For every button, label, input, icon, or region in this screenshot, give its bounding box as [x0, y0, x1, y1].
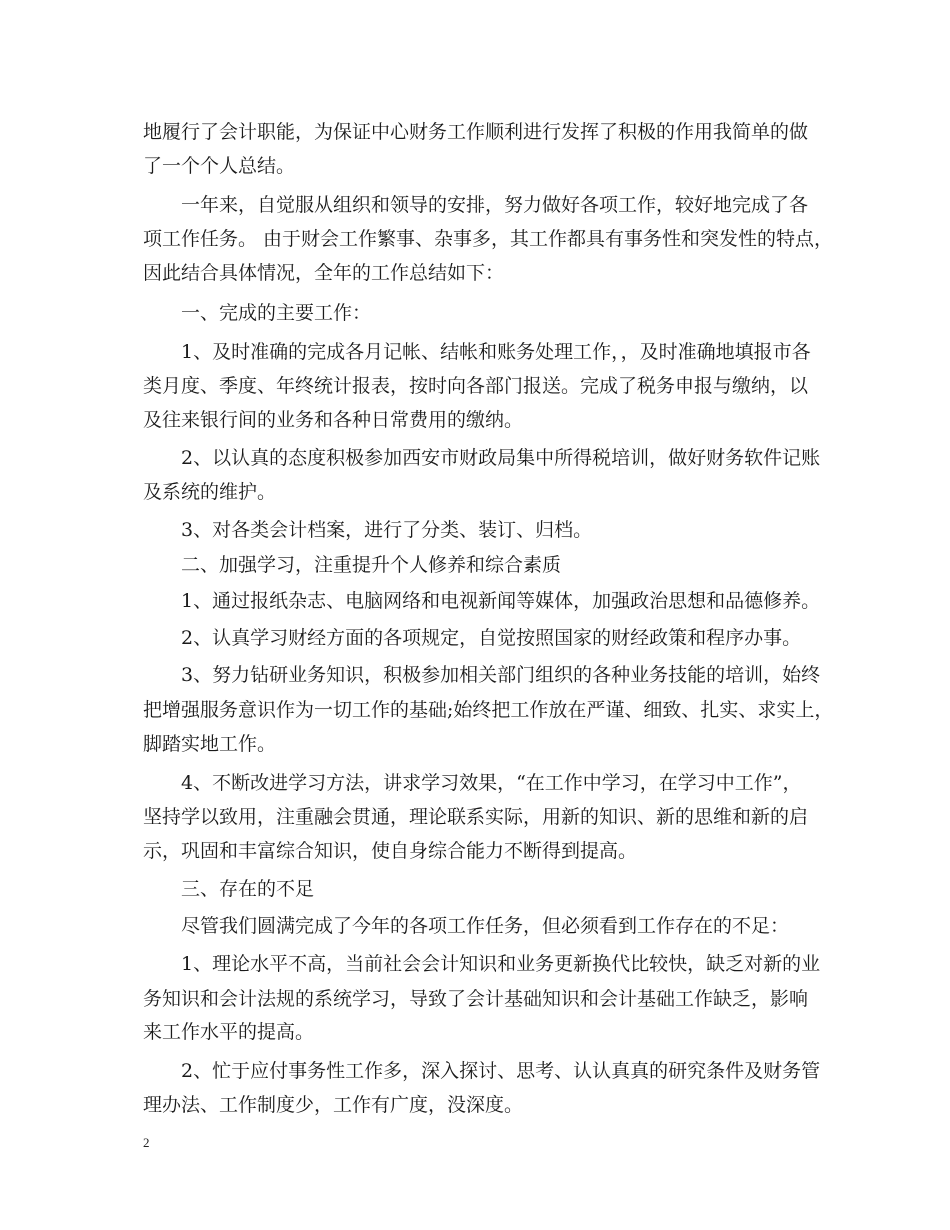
- text-line: 一年来，自觉服从组织和领导的安排，努力做好各项工作，较好地完成了各: [181, 194, 809, 216]
- text-line: 1、理论水平不高，当前社会会计知识和业务更新换代比较快，缺乏对新的业: [181, 953, 821, 975]
- text-line: 3、对各类会计档案，进行了分类、装订、归档。: [181, 519, 593, 541]
- text-line: 及系统的维护。: [143, 481, 277, 503]
- text-line: 项工作任务。 由于财会工作繁事、杂事多，其工作都具有事务性和突发性的特点，: [143, 228, 834, 250]
- text-line: 1、通过报纸杂志、电脑网络和电视新闻等媒体，加强政治思想和品德修养。: [181, 590, 821, 612]
- text-line: 来工作水平的提高。: [143, 1021, 315, 1043]
- text-line: 务知识和会计法规的系统学习，导致了会计基础知识和会计基础工作缺乏，影响: [143, 988, 809, 1010]
- page-number: 2: [143, 1135, 150, 1150]
- text-line: 三、存在的不足: [181, 878, 315, 900]
- text-line: 2、忙于应付事务性工作多，深入探讨、思考、认认真真的研究条件及财务管: [181, 1060, 821, 1082]
- text-line: 1、及时准确的完成各月记帐、结帐和账务处理工作，，及时准确地填报市各: [181, 341, 811, 363]
- text-line: 坚持学以致用，注重融会贯通，理论联系实际，用新的知识、新的思维和新的启: [143, 806, 809, 828]
- text-line: 3、努力钻研业务知识，积极参加相关部门组织的各种业务技能的培训，始终: [181, 664, 821, 686]
- text-line: 示，巩固和丰富综合知识，使自身综合能力不断得到提高。: [143, 840, 638, 862]
- text-line: 一、完成的主要工作：: [181, 302, 372, 324]
- text-line: 了一个个人总结。: [143, 155, 296, 177]
- text-line: 脚踏实地工作。: [143, 733, 277, 755]
- text-line: 地履行了会计职能，为保证中心财务工作顺利进行发挥了积极的作用我简单的做: [143, 121, 809, 143]
- text-line: 二、加强学习，注重提升个人修养和综合素质: [181, 554, 562, 576]
- text-line: 把增强服务意识作为一切工作的基础;始终把工作放在严谨、细致、扎实、求实上，: [143, 699, 834, 721]
- text-line: 2、认真学习财经方面的各项规定，自觉按照国家的财经政策和程序办事。: [181, 627, 802, 649]
- text-line: 因此结合具体情况，全年的工作总结如下：: [143, 262, 505, 284]
- text-line: 类月度、季度、年终统计报表，按时向各部门报送。完成了税务申报与缴纳，以: [143, 375, 809, 397]
- text-line: 4、不断改进学习方法，讲求学习效果，“在工作中学习，在学习中工作”，: [181, 772, 802, 794]
- text-line: 尽管我们圆满完成了今年的各项工作任务，但必须看到工作存在的不足：: [181, 915, 790, 937]
- text-line: 理办法、工作制度少，工作有广度，没深度。: [143, 1094, 524, 1116]
- text-line: 及往来银行间的业务和各种日常费用的缴纳。: [143, 409, 524, 431]
- text-line: 2、以认真的态度积极参加西安市财政局集中所得税培训，做好财务软件记账: [181, 447, 821, 469]
